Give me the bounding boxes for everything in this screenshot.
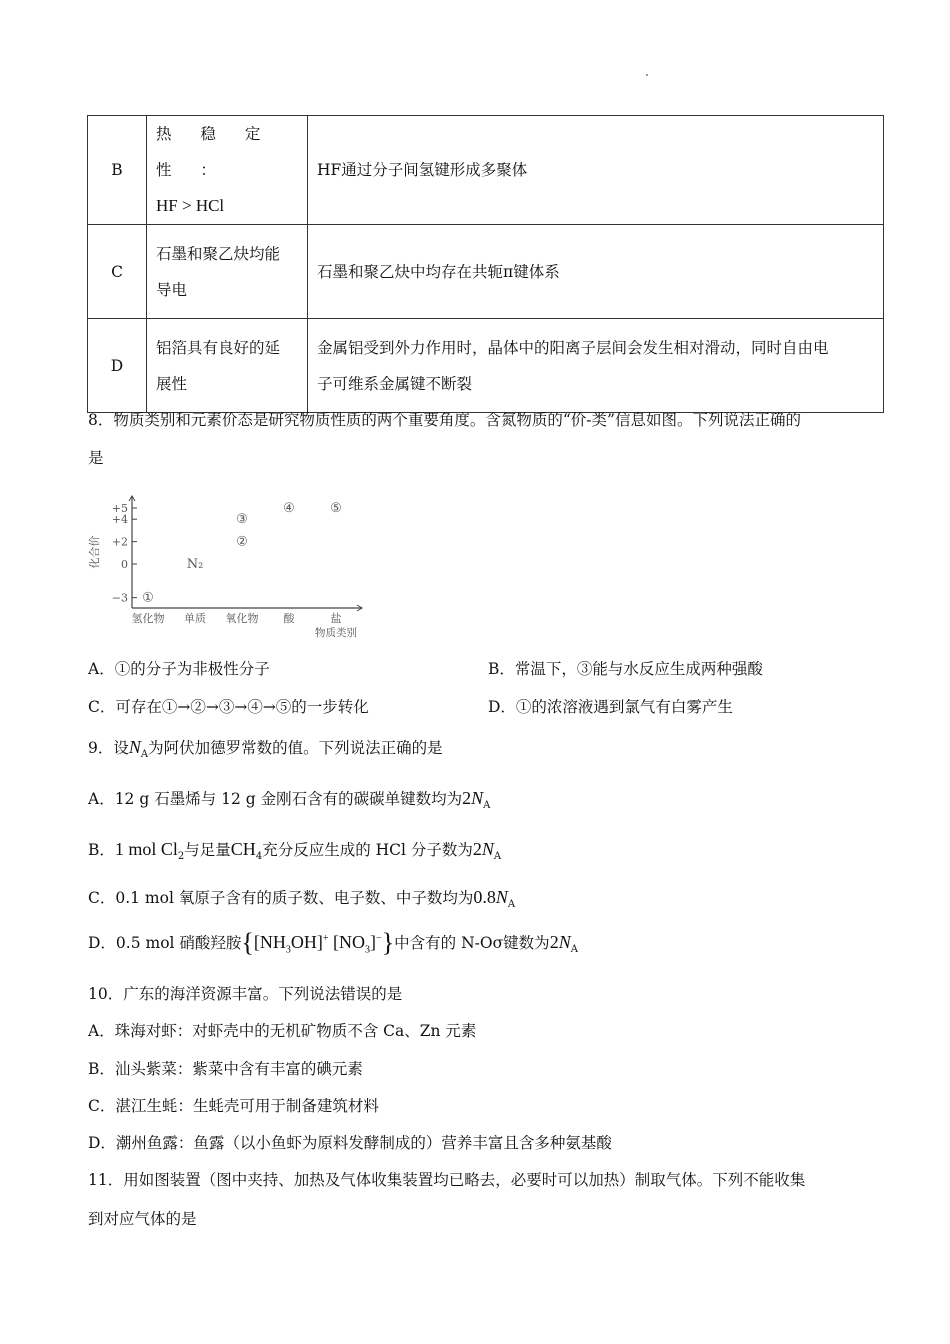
q9-b-text: 与足量 (184, 841, 231, 859)
explanation-text: 子可维系金属键不断裂 (317, 374, 473, 393)
q8-stem-cont: 是 (88, 449, 104, 467)
na-subscript: A (570, 944, 578, 956)
statement-text: 导电 (156, 280, 188, 299)
table-row (88, 319, 884, 413)
q9-d-text: D．0.5 mol 硝酸羟胺 (88, 934, 242, 952)
table-row (88, 225, 884, 319)
q8-stem: 8．物质类别和元素价态是研究物质性质的两个重要角度。含氮物质的“价-类”信息如图。下列说法正确的 (88, 411, 801, 429)
formula-bracket: { (241, 928, 254, 957)
formula-ch: CH (230, 839, 256, 859)
data-point-label: ⑤ (330, 501, 342, 516)
explanation-text: 金属铝受到外力作用时，晶体中的阳离子层间会发生相对滑动，同时自由电 (317, 338, 829, 357)
na-subscript: A (493, 851, 502, 863)
coefficient: 0.8 (473, 887, 496, 907)
q9-b-label: B． (88, 841, 115, 859)
chart-marks (87, 496, 362, 638)
q9-a-text: A．12 g 石墨烯与 12 g 金刚石含有的碳碳单键数均为 (88, 790, 463, 808)
q9-c-text: C．0.1 mol 氧原子含有的质子数、电子数、中子数均为 (88, 889, 474, 907)
q9-option-a (88, 787, 490, 811)
comparison-table (87, 115, 884, 413)
formula-cl: 1 mol Cl (114, 839, 178, 859)
x-tick-label: 盐 (330, 612, 342, 625)
valence-class-chart (84, 488, 374, 638)
q9-b-text2: 充分反应生成的 HCl 分子数为 (262, 841, 473, 859)
q8-option-d: D．①的浓溶液遇到氯气有白雾产生 (488, 698, 733, 716)
row-label: D (88, 319, 147, 413)
q10-option-c: C．湛江生蚝：生蚝壳可用于制备建筑材料 (88, 1097, 379, 1115)
table-row (88, 116, 884, 225)
statement-cell (147, 116, 308, 225)
q8-option-b: B．常温下，③能与水反应生成两种强酸 (488, 660, 763, 678)
statement-formula: HF > HCl (156, 196, 225, 215)
x-tick-label: 单质 (184, 612, 206, 625)
y-tick-label: −3 (111, 591, 128, 605)
statement-cell (147, 319, 308, 413)
na-subscript: A (140, 749, 149, 761)
q11-stem: 11．用如图装置（图中夹持、加热及气体收集装置均已略去，必要时可以加热）制取气体。下列不能收集 (88, 1171, 806, 1189)
coefficient: 2 (549, 932, 559, 952)
y-axis-label: 化合价 (88, 535, 101, 569)
q10-option-d: D．潮州鱼露：鱼露（以小鱼虾为原料发酵制成的）营养丰富且含多种氨基酸 (88, 1134, 612, 1152)
na-subscript: A (483, 800, 491, 812)
q9-option-c (88, 886, 515, 910)
explanation-text: 石墨和聚乙炔中均存在共轭π键体系 (317, 262, 560, 281)
q9-stem-pre: 9．设 (88, 739, 129, 757)
statement-text: 热 稳 定 性 ： (156, 125, 273, 179)
explanation-text: HF通过分子间氢键形成多聚体 (317, 161, 528, 179)
row-label: C (88, 225, 147, 319)
q8-option-c: C．可存在①→②→③→④→⑤的一步转化 (88, 698, 369, 716)
na-subscript: A (507, 899, 516, 911)
coefficient: 2 (472, 839, 482, 859)
explanation-cell (308, 116, 884, 225)
formula-nh3oh: $[NH_3OH]^+$ $[NO_3]^-$ (253, 932, 382, 956)
subscript: 2 (177, 851, 185, 863)
data-point-label: ③ (236, 512, 248, 528)
na-symbol: N (495, 887, 508, 907)
data-point-label: N₂ (186, 557, 204, 572)
statement-text: 铝箔具有良好的延 (156, 338, 281, 357)
na-symbol: N (471, 788, 484, 808)
q10-option-a: A．珠海对虾：对虾壳中的无机矿物质不含 Ca、Zn 元素 (88, 1022, 477, 1040)
x-axis-label: 物质类别 (315, 627, 357, 638)
q8-option-a: A．①的分子为非极性分子 (88, 660, 270, 678)
y-tick-label: +4 (111, 513, 128, 527)
q9-stem-post: 为阿伏加德罗常数的值。下列说法正确的是 (148, 739, 443, 757)
q9-d-text2: 中含有的 N-Oσ键数为 (394, 934, 550, 952)
q9-option-b: B．1 mol $Cl_2$与足量$CH_4$充分反应生成的 HCl 分子数为$2N_A$ (88, 839, 502, 863)
data-point-label: ① (142, 590, 154, 606)
y-tick-label: +2 (111, 535, 128, 549)
explanation-cell (308, 225, 884, 319)
y-tick-label: 0 (121, 558, 128, 571)
formula-bracket: } (381, 928, 395, 957)
page-mark (646, 74, 648, 76)
q11-stem-cont: 到对应气体的是 (88, 1210, 197, 1228)
data-point-label: ④ (283, 501, 295, 516)
explanation-cell (308, 319, 884, 413)
q9-stem (88, 736, 443, 760)
statement-text: 石墨和聚乙炔均能 (156, 244, 281, 263)
coefficient: 2 (462, 788, 472, 808)
na-symbol: N (128, 737, 141, 757)
data-point-label: ② (236, 534, 248, 550)
statement-cell (147, 225, 308, 319)
x-tick-label: 氢化物 (131, 612, 165, 625)
q10-option-b: B．汕头紫菜：紫菜中含有丰富的碘元素 (88, 1060, 363, 1078)
y-tick-label: +5 (111, 502, 128, 515)
na-symbol: N (481, 839, 494, 859)
x-tick-label: 酸 (283, 612, 295, 625)
na-symbol: N (558, 932, 571, 952)
q10-stem: 10．广东的海洋资源丰富。下列说法错误的是 (88, 985, 403, 1003)
row-label: B (88, 116, 147, 225)
q9-option-d (88, 928, 578, 958)
statement-text: 展性 (156, 374, 188, 393)
x-tick-label: 氧化物 (225, 612, 259, 625)
